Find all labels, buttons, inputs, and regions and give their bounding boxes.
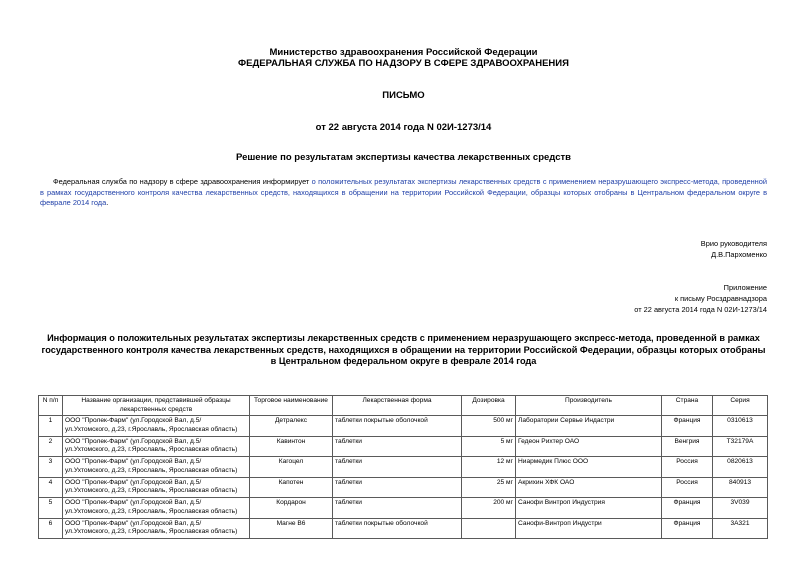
document-subject: Решение по результатам экспертизы качества лекарственных средств	[236, 152, 571, 163]
table-row	[39, 518, 768, 539]
cell-form: таблетки покрытые оболочкой	[333, 416, 462, 437]
table-row	[39, 457, 768, 478]
cell-series: 0820613	[713, 457, 768, 478]
cell-country: Венгрия	[662, 436, 713, 457]
cell-org: ООО "Пролек-Фарм" (ул.Городской Вал, д.5/ ул.Ухтомского, д.23, г.Ярославль, Ярославская область)	[63, 436, 250, 457]
service-name: ФЕДЕРАЛЬНАЯ СЛУЖБА ПО НАДЗОРУ В СФЕРЕ ЗДРАВООХРАНЕНИЯ	[238, 58, 569, 69]
cell-num: 4	[39, 477, 63, 498]
cell-maker: Лаборатории Сервье Индастри	[516, 416, 662, 437]
cell-form: таблетки	[333, 457, 462, 478]
cell-org: ООО "Пролек-Фарм" (ул.Городской Вал, д.5/ ул.Ухтомского, д.23, г.Ярославль, Ярославская область)	[63, 457, 250, 478]
cell-maker: Санофи Винтроп Индустрия	[516, 498, 662, 519]
table-row	[39, 477, 768, 498]
drugs-table	[38, 395, 768, 539]
cell-org: ООО "Пролек-Фарм" (ул.Городской Вал, д.5/ ул.Ухтомского, д.23, г.Ярославль, Ярославская область)	[63, 416, 250, 437]
cell-org: ООО "Пролек-Фарм" (ул.Городской Вал, д.5/ ул.Ухтомского, д.23, г.Ярославль, Ярославская область)	[63, 518, 250, 539]
cell-dose	[462, 518, 516, 539]
appendix-label: Приложение	[723, 283, 767, 292]
signature-position: Врио руководителя	[700, 239, 767, 248]
cell-num: 6	[39, 518, 63, 539]
table-row	[39, 416, 768, 437]
cell-series: 0310613	[713, 416, 768, 437]
cell-form: таблетки покрытые оболочкой	[333, 518, 462, 539]
cell-country: Франция	[662, 498, 713, 519]
cell-form: таблетки	[333, 477, 462, 498]
cell-trade: Кавинтон	[250, 436, 333, 457]
table-row	[39, 498, 768, 519]
cell-num: 5	[39, 498, 63, 519]
cell-trade: Магне В6	[250, 518, 333, 539]
cell-country: Франция	[662, 518, 713, 539]
table-row	[39, 436, 768, 457]
header-maker: Производитель	[516, 396, 662, 416]
table-header-row	[39, 396, 768, 416]
ministry-name: Министерство здравоохранения Российской Федерации	[269, 47, 538, 58]
appendix-date: от 22 августа 2014 года N 02И-1273/14	[634, 305, 767, 314]
cell-country: Россия	[662, 457, 713, 478]
cell-org: ООО "Пролек-Фарм" (ул.Городской Вал, д.5/ ул.Ухтомского, д.23, г.Ярославль, Ярославская область)	[63, 498, 250, 519]
cell-org: ООО "Пролек-Фарм" (ул.Городской Вал, д.5/ ул.Ухтомского, д.23, г.Ярославль, Ярославская область)	[63, 477, 250, 498]
cell-num: 2	[39, 436, 63, 457]
cell-trade: Детралекс	[250, 416, 333, 437]
cell-series: 840913	[713, 477, 768, 498]
cell-form: таблетки	[333, 498, 462, 519]
header-org: Название организации, представившей образцы лекарственных средств	[63, 396, 250, 416]
cell-dose: 200 мг	[462, 498, 516, 519]
cell-series: 3V039	[713, 498, 768, 519]
cell-country: Франция	[662, 416, 713, 437]
cell-dose: 500 мг	[462, 416, 516, 437]
header-form: Лекарственная форма	[333, 396, 462, 416]
document-date: от 22 августа 2014 года N 02И-1273/14	[315, 122, 492, 133]
cell-dose: 25 мг	[462, 477, 516, 498]
cell-dose: 12 мг	[462, 457, 516, 478]
header-country: Страна	[662, 396, 713, 416]
cell-maker: Акрихин ХФК ОАО	[516, 477, 662, 498]
cell-series: Т32179А	[713, 436, 768, 457]
cell-country: Россия	[662, 477, 713, 498]
cell-trade: Капотен	[250, 477, 333, 498]
appendix-reference: к письму Росздравнадзора	[674, 294, 767, 303]
cell-trade: Кордарон	[250, 498, 333, 519]
cell-maker: Санофи-Винтроп Индустри	[516, 518, 662, 539]
cell-dose: 5 мг	[462, 436, 516, 457]
cell-series: 3А321	[713, 518, 768, 539]
body-end: .	[106, 198, 109, 208]
header-trade: Торговое наименование	[250, 396, 333, 416]
signature-name: Д.В.Пархоменко	[711, 250, 767, 259]
cell-trade: Кагоцел	[250, 457, 333, 478]
body-paragraph	[40, 177, 767, 209]
header-dose: Дозировка	[462, 396, 516, 416]
header-series: Серия	[713, 396, 768, 416]
info-title: Информация о положительных результатах экспертизы лекарственных средств с применением неразрушающего экспресс-метода, проведенной в рамках государственного контроля качества лекарственных средств, находящихся в обращении на территории Российской Федерации, образцы которых отобраны в Центральном федеральном округе в феврале 2014 года	[41, 333, 766, 366]
document-type: ПИСЬМО	[382, 90, 425, 101]
header-num: N п/п	[39, 396, 63, 416]
appendix-link[interactable]: о положительных результатах экспертизы лекарственных средств с применением неразрушающего экспресс-метода, проведенной в рамках государственного контроля качества лекарственных средств, находящихся в обращении на территории Российской Федерации, образцы которых отобраны в Центральном федеральном округе в феврале 2014 года	[40, 177, 767, 208]
body-intro: Федеральная служба по надзору в сфере здравоохранения информирует	[53, 177, 312, 186]
cell-num: 3	[39, 457, 63, 478]
cell-maker: Ниармедик Плюс ООО	[516, 457, 662, 478]
cell-form: таблетки	[333, 436, 462, 457]
cell-num: 1	[39, 416, 63, 437]
cell-maker: Гедеон Рихтер ОАО	[516, 436, 662, 457]
